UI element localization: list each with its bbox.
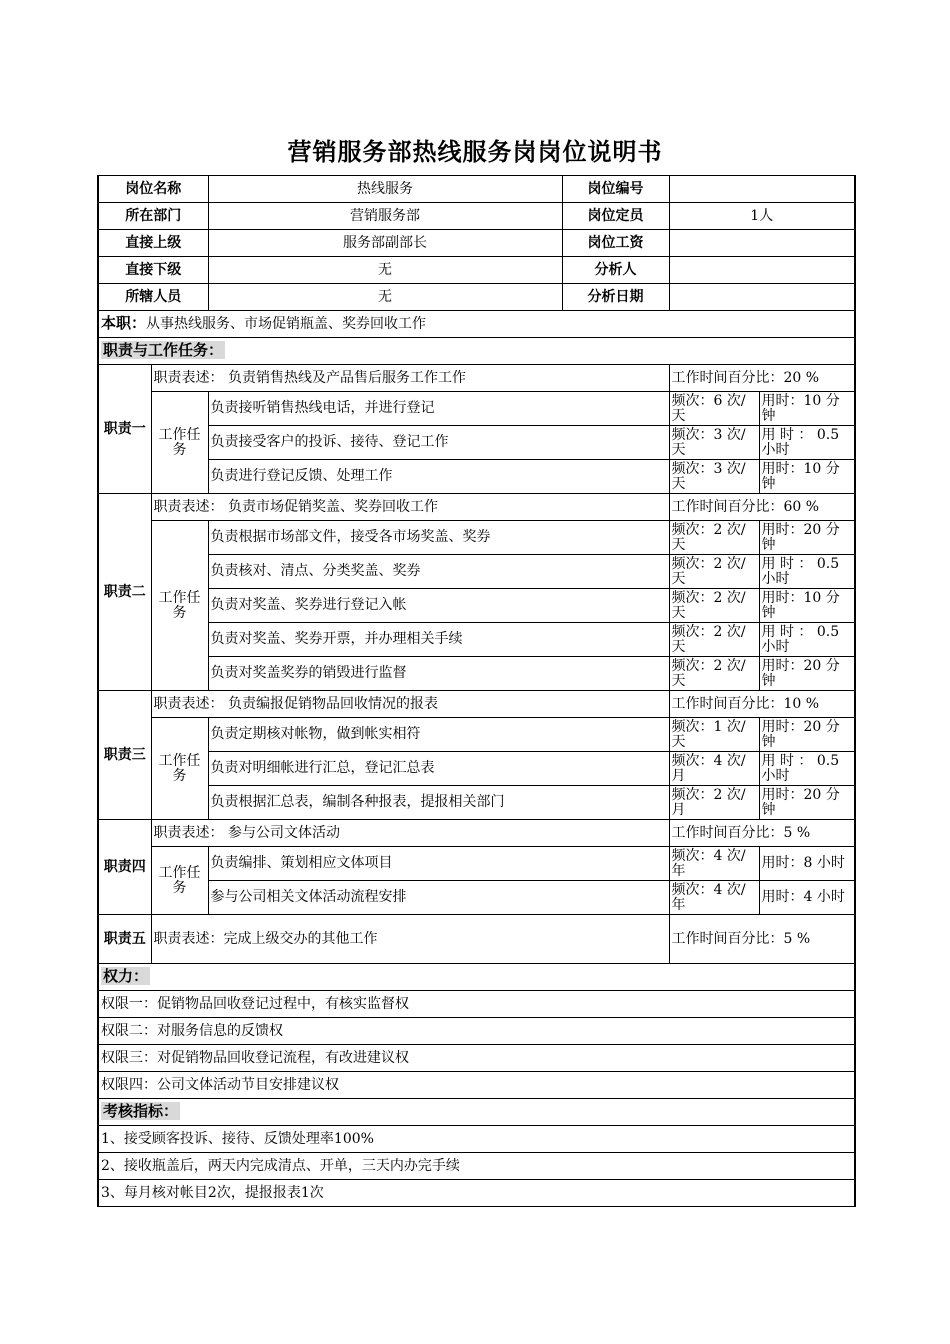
task-duration: 用 时 ： 0.5 小时	[759, 752, 855, 786]
power-item: 权限三：对促销物品回收登记流程，有改进建议权	[98, 1045, 855, 1072]
task-text: 负责根据汇总表，编制各种报表，提报相关部门	[208, 786, 669, 820]
task-row	[98, 847, 855, 881]
task-text: 负责定期核对帐物，做到帐实相符	[208, 718, 669, 752]
task-text: 负责核对、清点、分类奖盖、奖券	[208, 555, 669, 589]
work-task-label: 工作任务	[151, 718, 208, 820]
task-duration: 用时：20 分钟	[759, 718, 855, 752]
duty-desc-row	[98, 365, 855, 392]
duty-name: 职责四	[98, 820, 151, 915]
task-row	[98, 460, 855, 494]
task-frequency: 频次：2 次/月	[669, 786, 759, 820]
header-row	[98, 230, 855, 257]
header-value	[669, 176, 855, 203]
header-row	[98, 284, 855, 311]
benzhi-row	[98, 311, 855, 338]
power-section-title	[98, 964, 855, 991]
kpi-item: 3、每月核对帐目2次，提报报表1次	[98, 1180, 855, 1207]
task-row	[98, 555, 855, 589]
work-task-label: 工作任务	[151, 392, 208, 494]
header-value: 热线服务	[208, 176, 562, 203]
job-description-table	[97, 175, 856, 1207]
task-row	[98, 521, 855, 555]
task-duration: 用时：4 小时	[759, 881, 855, 915]
task-row	[98, 881, 855, 915]
kpi-item: 1、接受顾客投诉、接待、反馈处理率100%	[98, 1126, 855, 1153]
task-row	[98, 589, 855, 623]
task-frequency: 频次：3 次/天	[669, 460, 759, 494]
duty-description: 职责表述： 参与公司文体活动	[151, 820, 669, 847]
duty-time-percent: 工作时间百分比：10 %	[669, 691, 855, 718]
header-label: 所在部门	[98, 203, 208, 230]
task-duration: 用 时 ： 0.5 小时	[759, 623, 855, 657]
task-duration: 用 时 ： 0.5 小时	[759, 555, 855, 589]
task-text: 负责进行登记反馈、处理工作	[208, 460, 669, 494]
task-row	[98, 623, 855, 657]
page-title: 营销服务部热线服务岗岗位说明书	[287, 138, 663, 166]
task-text: 负责接听销售热线电话，并进行登记	[208, 392, 669, 426]
task-text: 负责对奖盖奖券的销毁进行监督	[208, 657, 669, 691]
task-text: 参与公司相关文体活动流程安排	[208, 881, 669, 915]
power-item: 权限一：促销物品回收登记过程中，有核实监督权	[98, 991, 855, 1018]
task-text: 负责编排、策划相应文体项目	[208, 847, 669, 881]
header-value: 无	[208, 284, 562, 311]
header-label: 岗位编号	[562, 176, 669, 203]
task-text: 负责接受客户的投诉、接待、登记工作	[208, 426, 669, 460]
duty-name: 职责一	[98, 365, 151, 494]
task-text: 负责对明细帐进行汇总，登记汇总表	[208, 752, 669, 786]
kpi-label: 考核指标：	[103, 1102, 179, 1120]
header-label: 岗位名称	[98, 176, 208, 203]
task-duration: 用 时 ： 0.5 小时	[759, 426, 855, 460]
task-row	[98, 657, 855, 691]
duty-name: 职责三	[98, 691, 151, 820]
header-label: 直接下级	[98, 257, 208, 284]
benzhi-text: 从事热线服务、市场促销瓶盖、奖券回收工作	[146, 316, 427, 332]
task-frequency: 频次：2 次/天	[669, 521, 759, 555]
header-label: 岗位工资	[562, 230, 669, 257]
header-row	[98, 176, 855, 203]
header-value: 无	[208, 257, 562, 284]
task-frequency: 频次：1 次/天	[669, 718, 759, 752]
duty-desc-row	[98, 820, 855, 847]
task-frequency: 频次：2 次/天	[669, 657, 759, 691]
duty-desc-row	[98, 494, 855, 521]
task-duration: 用时：20 分钟	[759, 786, 855, 820]
task-frequency: 频次：6 次/天	[669, 392, 759, 426]
task-frequency: 频次：4 次/年	[669, 881, 759, 915]
task-frequency: 频次：4 次/年	[669, 847, 759, 881]
task-frequency: 频次：2 次/天	[669, 589, 759, 623]
header-value: 1人	[669, 203, 855, 230]
header-label: 分析人	[562, 257, 669, 284]
header-row	[98, 203, 855, 230]
header-label: 分析日期	[562, 284, 669, 311]
duty-time-percent: 工作时间百分比：20 %	[669, 365, 855, 392]
duty-desc-row	[98, 691, 855, 718]
power-item: 权限二：对服务信息的反馈权	[98, 1018, 855, 1045]
task-row	[98, 426, 855, 460]
work-task-label: 工作任务	[151, 521, 208, 691]
task-duration: 用时：10 分钟	[759, 392, 855, 426]
header-label: 直接上级	[98, 230, 208, 257]
duty-time-percent: 工作时间百分比：60 %	[669, 494, 855, 521]
header-value: 营销服务部	[208, 203, 562, 230]
duty-name: 职责二	[98, 494, 151, 691]
header-value	[669, 257, 855, 284]
duties-section-title	[98, 338, 855, 365]
header-label: 岗位定员	[562, 203, 669, 230]
header-value	[669, 284, 855, 311]
duty-description: 职责表述： 负责编报促销物品回收情况的报表	[151, 691, 669, 718]
header-value	[669, 230, 855, 257]
duty-description: 职责表述：完成上级交办的其他工作	[151, 915, 669, 964]
task-row	[98, 392, 855, 426]
task-row	[98, 786, 855, 820]
power-label: 权力：	[103, 967, 149, 985]
header-row	[98, 257, 855, 284]
task-duration: 用时：20 分钟	[759, 657, 855, 691]
duty-time-percent: 工作时间百分比：5 %	[669, 915, 855, 964]
benzhi-label: 本职：	[101, 314, 147, 332]
task-duration: 用时：20 分钟	[759, 521, 855, 555]
work-task-label: 工作任务	[151, 847, 208, 915]
duty-name: 职责五	[98, 915, 151, 964]
header-value: 服务部副部长	[208, 230, 562, 257]
duty-time-percent: 工作时间百分比：5 %	[669, 820, 855, 847]
duties-title: 职责与工作任务：	[103, 341, 224, 359]
task-duration: 用时：10 分钟	[759, 460, 855, 494]
task-duration: 用时：8 小时	[759, 847, 855, 881]
power-item: 权限四：公司文体活动节目安排建议权	[98, 1072, 855, 1099]
task-row	[98, 718, 855, 752]
task-frequency: 频次：2 次/天	[669, 555, 759, 589]
task-frequency: 频次：2 次/天	[669, 623, 759, 657]
task-row	[98, 752, 855, 786]
kpi-item: 2、接收瓶盖后，两天内完成清点、开单，三天内办完手续	[98, 1153, 855, 1180]
task-text: 负责根据市场部文件，接受各市场奖盖、奖券	[208, 521, 669, 555]
duty-desc-row	[98, 915, 855, 964]
task-text: 负责对奖盖、奖券进行登记入帐	[208, 589, 669, 623]
duty-description: 职责表述： 负责销售热线及产品售后服务工作工作	[151, 365, 669, 392]
duty-description: 职责表述： 负责市场促销奖盖、奖券回收工作	[151, 494, 669, 521]
kpi-section-title	[98, 1099, 855, 1126]
task-frequency: 频次：4 次/月	[669, 752, 759, 786]
task-duration: 用时：10 分钟	[759, 589, 855, 623]
task-text: 负责对奖盖、奖券开票，并办理相关手续	[208, 623, 669, 657]
header-label: 所辖人员	[98, 284, 208, 311]
task-frequency: 频次：3 次/天	[669, 426, 759, 460]
